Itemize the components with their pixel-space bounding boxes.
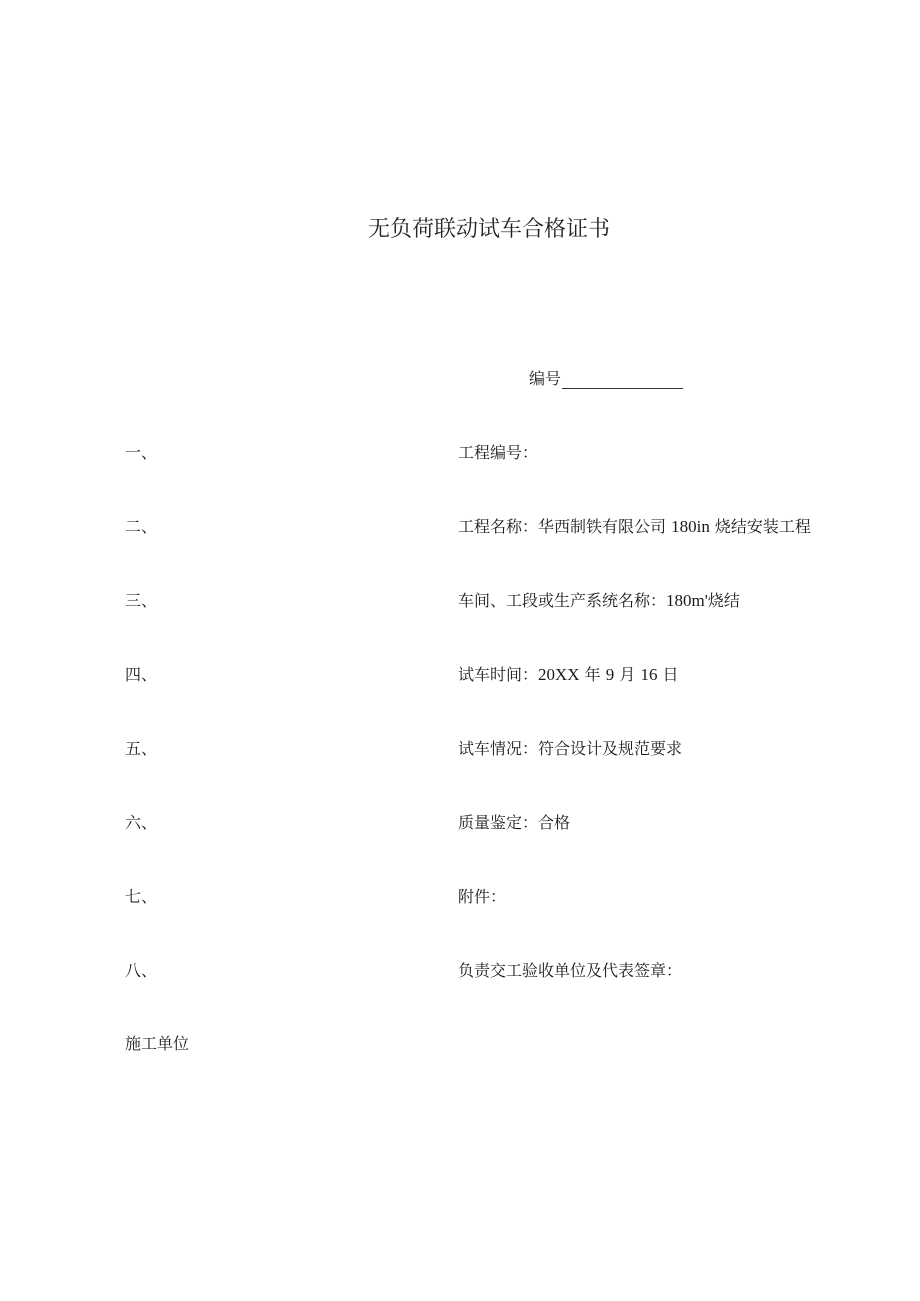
workshop-system-name: 车间、工段或生产系统名称：180m'烧结	[458, 591, 740, 610]
construction-unit-label: 施工单位	[125, 1034, 190, 1053]
attachments: 附件：	[458, 887, 507, 906]
item-number: 六、	[125, 813, 158, 832]
item-row-2	[0, 514, 920, 538]
serial-number-field	[529, 366, 683, 389]
serial-number-label: 编号	[529, 369, 562, 388]
quality-assessment: 质量鉴定：合格	[458, 813, 571, 832]
item-number: 二、	[125, 517, 158, 536]
item-row-5	[0, 736, 920, 760]
item-row-4	[0, 662, 920, 686]
project-name: 工程名称：华西制铁有限公司 180in 烧结安装工程	[458, 517, 811, 536]
document-title: 无负荷联动试车合格证书	[367, 217, 610, 242]
trial-run-date: 试车时间：20XX 年 9 月 16 日	[458, 665, 679, 684]
item-row-7	[0, 884, 920, 908]
item-number: 七、	[125, 887, 158, 906]
item-number: 一、	[125, 443, 158, 462]
item-row-1	[0, 440, 920, 464]
item-number: 五、	[125, 739, 158, 758]
trial-run-status: 试车情况：符合设计及规范要求	[458, 739, 683, 758]
serial-number-blank	[562, 370, 683, 389]
item-row-6	[0, 810, 920, 834]
project-number: 工程编号：	[458, 443, 539, 462]
item-number: 三、	[125, 591, 158, 610]
acceptance-signatures: 负责交工验收单位及代表签章：	[458, 961, 683, 980]
item-number: 八、	[125, 961, 158, 980]
item-row-8	[0, 958, 920, 982]
item-row-3	[0, 588, 920, 612]
item-number: 四、	[125, 665, 158, 684]
